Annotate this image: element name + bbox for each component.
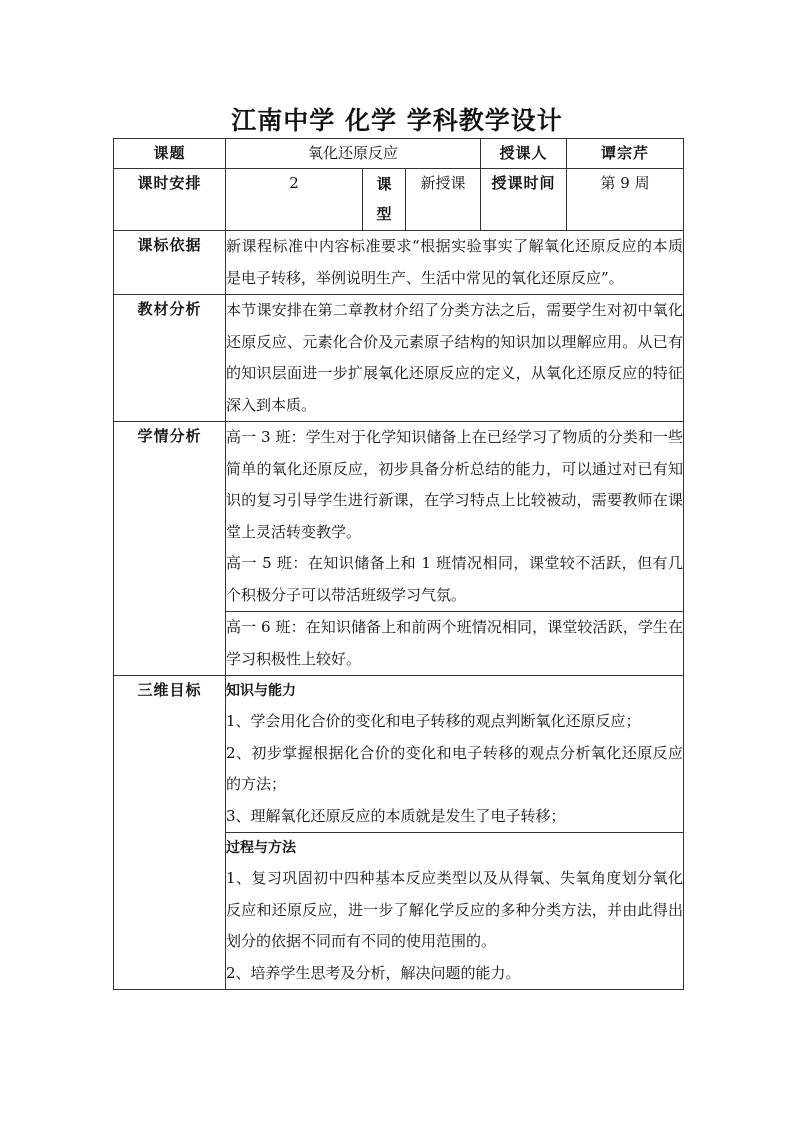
teacher-value: 谭宗芹 bbox=[601, 144, 650, 162]
students-class3-5-cell bbox=[226, 422, 684, 612]
time-value-cell bbox=[567, 169, 684, 231]
students-class5-text: 高一 5 班：在知识储备上和 1 班情况相同，课堂较不活跃，但有几个积极分子可以带活班级学习气氛。 bbox=[226, 554, 684, 604]
topic-label: 课题 bbox=[153, 144, 186, 162]
time-label: 授课时间 bbox=[491, 174, 556, 192]
goals-label-cell bbox=[114, 676, 226, 990]
hours-label-cell bbox=[114, 169, 226, 231]
standard-text: 新课程标准中内容标准要求“根据实验事实了解氧化还原反应的本质是电子转移，举例说明生产、生活中常见的氧化还原反应”。 bbox=[226, 237, 684, 287]
lesson-plan-table bbox=[113, 138, 684, 990]
textbook-text: 本节课安排在第二章教材介绍了分类方法之后，需要学生对初中氧化还原反应、元素化合价及元素原子结构的知识加以理解应用。从已有的知识层面进一步扩展氧化还原反应的定义，从氧化还原反应的特征深入到本质。 bbox=[226, 301, 684, 414]
standard-label: 课标依据 bbox=[137, 236, 202, 254]
knowledge-item: 2、初步掌握根据化合价的变化和电子转移的观点分析氧化还原反应的方法； bbox=[226, 743, 684, 793]
type-value: 新授课 bbox=[420, 174, 466, 192]
teacher-label-cell bbox=[481, 139, 567, 169]
table-row-students bbox=[114, 422, 684, 612]
process-cell bbox=[226, 833, 684, 990]
hours-label: 课时安排 bbox=[137, 174, 202, 192]
type-label-1: 课 bbox=[376, 175, 392, 193]
students-label: 学情分析 bbox=[137, 427, 202, 445]
knowledge-cell bbox=[226, 676, 684, 833]
teacher-value-cell bbox=[567, 139, 684, 169]
hours-value-cell bbox=[226, 169, 363, 231]
type-label-2: 型 bbox=[376, 205, 392, 223]
students-class6-cell bbox=[226, 612, 684, 676]
page-title: 江南中学 化学 学科教学设计 bbox=[231, 106, 563, 135]
students-class6-text: 高一 6 班：在知识储备上和前两个班情况相同，课堂较活跃，学生在学习积极性上较好。 bbox=[226, 618, 684, 668]
process-heading: 过程与方法 bbox=[226, 840, 296, 856]
time-value: 第 9 周 bbox=[600, 174, 650, 192]
process-item: 2、培养学生思考及分析，解决问题的能力。 bbox=[226, 963, 521, 982]
process-item: 1、复习巩固初中四种基本反应类型以及从得氧、失氧角度划分氧化反应和还原反应，进一步了解化学反应的多种分类方法，并由此得出划分的依据不同而有不同的使用范围的。 bbox=[226, 869, 684, 950]
topic-value-cell bbox=[226, 139, 481, 169]
table-row-schedule bbox=[114, 169, 684, 231]
hours-value: 2 bbox=[289, 174, 299, 192]
standard-label-cell bbox=[114, 231, 226, 295]
topic-label-cell bbox=[114, 139, 226, 169]
type-value-cell bbox=[406, 169, 481, 231]
knowledge-heading: 知识与能力 bbox=[226, 683, 296, 699]
textbook-label: 教材分析 bbox=[137, 300, 202, 318]
standard-text-cell bbox=[226, 231, 684, 295]
knowledge-item: 1、学会用化合价的变化和电子转移的观点判断氧化还原反应； bbox=[226, 712, 641, 730]
students-label-cell bbox=[114, 422, 226, 676]
table-row-topic bbox=[114, 139, 684, 169]
topic-value: 氧化还原反应 bbox=[308, 144, 399, 162]
table-row-standard bbox=[114, 231, 684, 295]
type-label-cell bbox=[363, 169, 406, 231]
table-row-goals bbox=[114, 676, 684, 833]
textbook-label-cell bbox=[114, 295, 226, 422]
textbook-text-cell bbox=[226, 295, 684, 422]
students-class3-text: 高一 3 班：学生对于化学知识储备上在已经学习了物质的分类和一些简单的氧化还原反应，初步具备分析总结的能力，可以通过对已有知识的复习引导学生进行新课，在学习特点上比较被动，需要教师在课堂上灵活转变教学。 bbox=[226, 428, 684, 541]
table-row-textbook bbox=[114, 295, 684, 422]
teacher-label: 授课人 bbox=[499, 144, 548, 162]
goals-label: 三维目标 bbox=[137, 681, 202, 699]
time-label-cell bbox=[481, 169, 567, 231]
knowledge-item: 3、理解氧化还原反应的本质就是发生了电子转移； bbox=[226, 806, 566, 825]
